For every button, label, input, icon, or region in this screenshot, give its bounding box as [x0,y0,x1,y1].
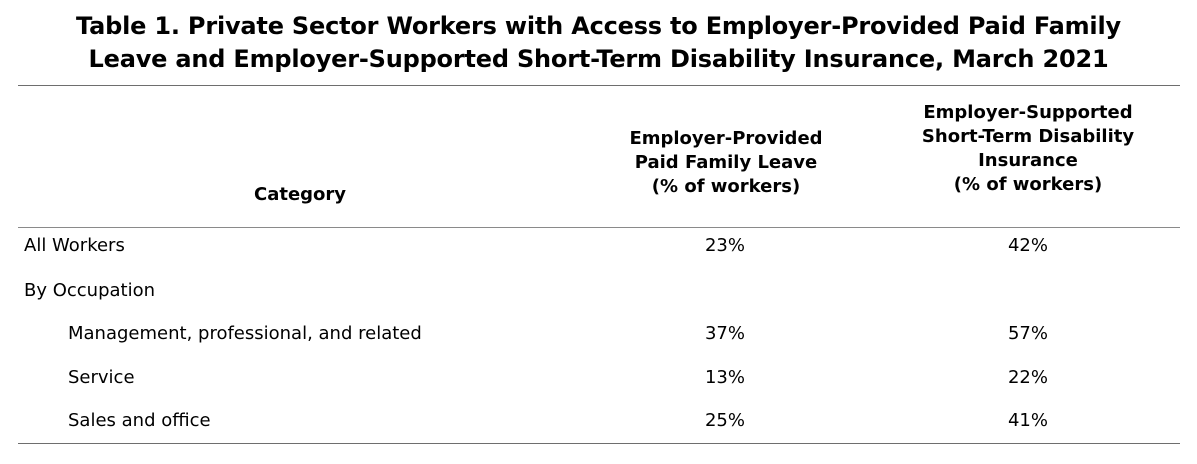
header-stdi-line-2: Short-Term Disability [921,126,1135,147]
header-category-label: Category [253,184,347,205]
header-stdi-line-1: Employer-Supported [923,102,1133,123]
row-disability-insurance: 22% [1007,367,1048,388]
header-stdi-line-3: Insurance [978,150,1078,171]
row-paid-family-leave: 37% [704,323,745,344]
row-paid-family-leave: 23% [704,235,745,256]
row-paid-family-leave: 25% [704,410,745,431]
table-row [0,366,1197,390]
row-disability-insurance: 41% [1007,410,1048,431]
table-row [0,409,1197,433]
bottom-rule [18,443,1180,444]
header-pfl-line-2: Paid Family Leave [634,152,818,173]
row-category: By Occupation [24,280,156,301]
row-category: Sales and office [68,410,211,431]
row-disability-insurance: 57% [1007,323,1048,344]
header-category [200,183,400,207]
header-rule [18,227,1180,228]
header-paid-family-leave [576,127,876,199]
table-row [0,234,1197,258]
row-category: Management, professional, and related [68,323,422,344]
row-category: Service [68,367,135,388]
header-disability-insurance [878,101,1178,197]
table-row [0,279,1197,303]
table-title-line-1: Table 1. Private Sector Workers with Access to Employer-Provided Paid Family [76,12,1121,40]
table-title-line-2: Leave and Employer-Supported Short-Term Disability Insurance, March 2021 [88,45,1109,73]
header-pfl-line-3: (% of workers) [651,176,801,197]
table-title [0,10,1197,76]
table-row [0,322,1197,346]
row-paid-family-leave: 13% [704,367,745,388]
header-stdi-line-4: (% of workers) [953,174,1103,195]
header-pfl-line-1: Employer-Provided [629,128,823,149]
top-rule [18,85,1180,86]
row-disability-insurance: 42% [1007,235,1048,256]
row-category: All Workers [24,235,125,256]
